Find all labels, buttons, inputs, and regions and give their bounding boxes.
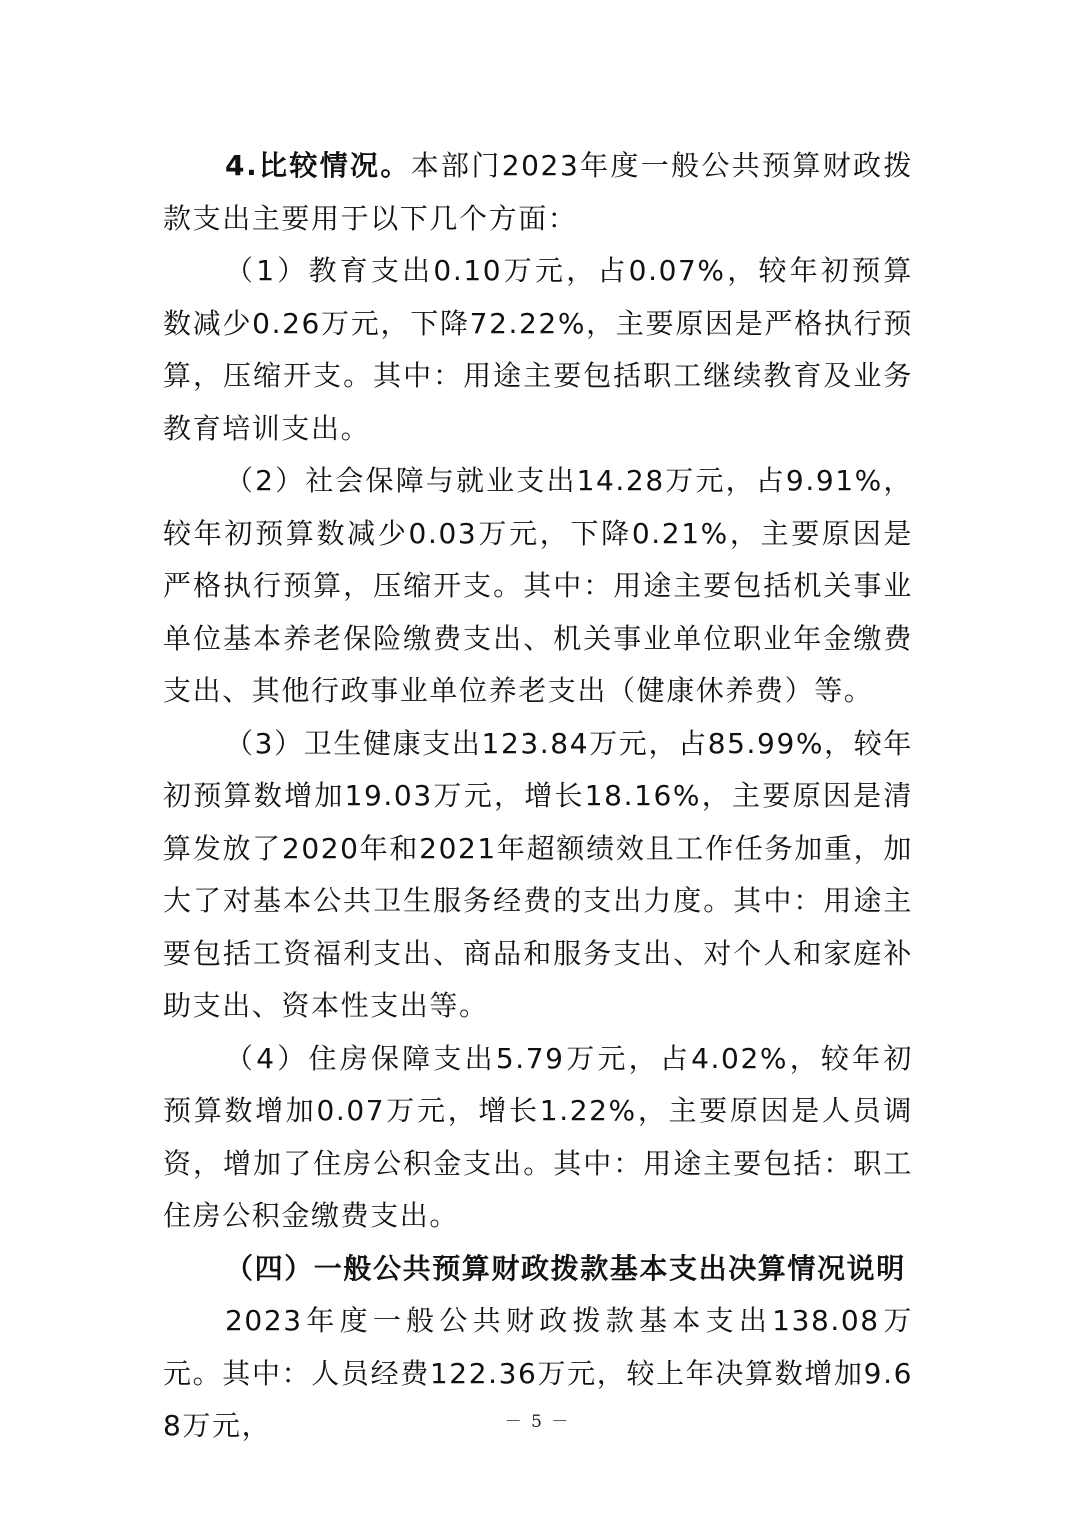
paragraph-social-security <box>163 455 913 718</box>
paragraph-lead: 4.比较情况。 <box>225 149 411 182</box>
paragraph-text: 本部门2023年度一般公共预算财政拨款支出主要用于以下几个方面： <box>163 149 913 235</box>
paragraph-text: （1）教育支出0.10万元，占0.07%，较年初预算数减少0.26万元，下降72.22%，主要原因是严格执行预算，压缩开支。其中：用途主要包括职工继续教育及业务教育培训支出。 <box>163 254 913 445</box>
paragraph-text: （3）卫生健康支出123.84万元，占85.99%，较年初预算数增加19.03万元，增长18.16%，主要原因是清算发放了2020年和2021年超额绩效且工作任务加重，加大了对基本公共卫生服务经费的支出力度。其中：用途主要包括工资福利支出、商品和服务支出、对个人和家庭补助支出、资本性支出等。 <box>163 726 913 1022</box>
page-number: － 5 － <box>504 1412 571 1432</box>
paragraph-comparison <box>163 140 913 245</box>
document-body <box>163 140 913 1453</box>
paragraph-health <box>163 718 913 1033</box>
paragraph-text: （2）社会保障与就业支出14.28万元，占9.91%，较年初预算数减少0.03万元，下降0.21%，主要原因是严格执行预算，压缩开支。其中：用途主要包括机关事业单位基本养老保险缴费支出、机关事业单位职业年金缴费支出、其他行政事业单位养老支出（健康休养费）等。 <box>163 464 913 707</box>
paragraph-housing <box>163 1033 913 1243</box>
section-heading: （四）一般公共预算财政拨款基本支出决算情况说明 <box>225 1251 906 1285</box>
paragraph-text: （4）住房保障支出5.79万元，占4.02%，较年初预算数增加0.07万元，增长1.22%，主要原因是人员调资，增加了住房公积金支出。其中：用途主要包括：职工住房公积金缴费支出。 <box>163 1041 913 1232</box>
paragraph-basic-expenditure: 2023年度一般公共财政拨款基本支出138.08万元。其中：人员经费122.36万元，较上年决算数增加9.68万元， <box>163 1304 913 1442</box>
paragraph-education <box>163 245 913 455</box>
